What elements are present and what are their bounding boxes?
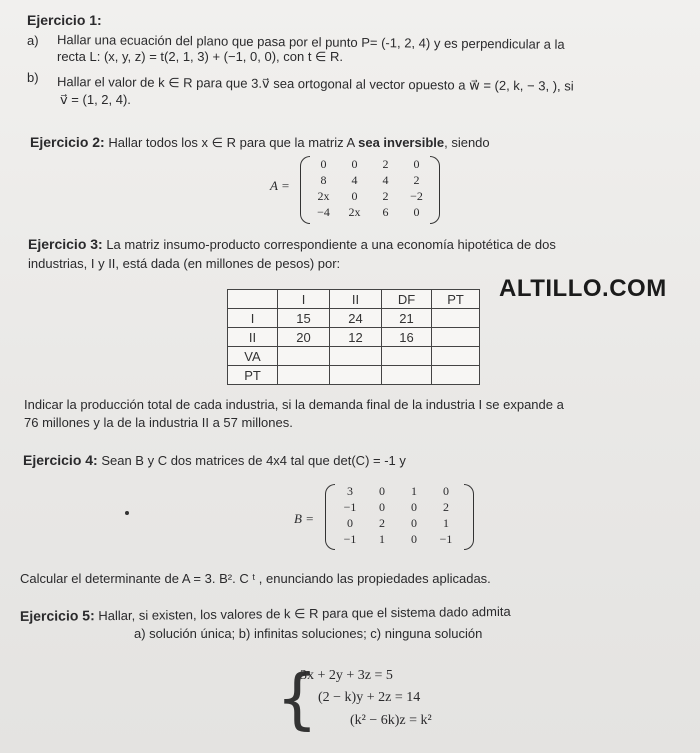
ej2-matrix-cell: 4 — [351, 173, 358, 187]
ej3-line2: industrias, I y II, está dada (en millones de pesos) por: — [28, 256, 341, 271]
system-brace: { — [276, 660, 318, 737]
io-table-cell — [432, 347, 480, 366]
io-table-cell — [278, 366, 330, 385]
io-table-cell: VA — [228, 347, 278, 366]
io-table-row — [228, 328, 480, 347]
io-table-cell — [330, 366, 382, 385]
ej1-b-line1: Hallar el valor de k ∈ R para que 3.v⃗ sea ortogonal al vector opuesto a w⃗ = (2, k, − 3, ), si — [56, 74, 574, 94]
ej4-matrix-cell: 1 — [411, 484, 417, 498]
io-table-row — [228, 347, 480, 366]
ej5-statement — [20, 603, 511, 625]
ej5-line1: Hallar, si existen, los valores de k ∈ R para que el sistema dado admita — [98, 603, 511, 624]
ej4-matrix-label: B = — [294, 511, 314, 526]
ej3-line1: La matriz insumo-producto correspondiente a una economía hipotética de dos — [106, 237, 556, 252]
ej1-b-label: b) — [27, 70, 39, 85]
io-table-row — [228, 366, 480, 385]
ej1-title: Ejercicio 1: — [27, 12, 102, 28]
ej5-eq3: (k² − 6k)z = k² — [350, 713, 432, 728]
io-table-cell — [330, 347, 382, 366]
io-table-cell: PT — [228, 366, 278, 385]
ej4-matrix-cell: 0 — [379, 500, 385, 514]
ej4-title: Ejercicio 4: — [23, 452, 98, 468]
io-table-cell: 12 — [330, 328, 382, 347]
ej2-matrix-cell: 0 — [351, 157, 358, 171]
io-table-cell: 24 — [330, 309, 382, 328]
ej5-options: a) solución única; b) infinitas soluciones; c) ninguna solución — [134, 626, 483, 641]
io-table-cell — [432, 328, 480, 347]
ej2-matrix-cell: 0 — [413, 157, 420, 171]
ej4-matrix-cell: −1 — [343, 532, 357, 546]
ej4-matrix-cell: −1 — [343, 500, 357, 514]
ej4-matrix-cell: 1 — [379, 532, 385, 546]
ej3-line3: Indicar la producción total de cada industria, si la demanda final de la industria I se expande a — [24, 397, 564, 412]
ej5-eq1: 3x + 2y + 3z = 5 — [300, 668, 393, 683]
io-table-row — [228, 309, 480, 328]
ej3-line1-wrap — [28, 236, 556, 253]
io-table-cell: 16 — [382, 328, 432, 347]
ej4-matrix-cell: 3 — [347, 484, 353, 498]
ej2-matrix-cell: 6 — [382, 205, 389, 219]
io-table-cell: 20 — [278, 328, 330, 347]
ej2-matrix-cell: 0 — [351, 189, 358, 203]
io-table-cell: II — [228, 328, 278, 347]
ej4-matrix-cell: 0 — [347, 516, 353, 530]
io-table-cell — [278, 347, 330, 366]
ej2-text-a: Hallar todos los x ∈ R para que la matriz A — [108, 135, 359, 150]
ej1-a-label: a) — [27, 33, 39, 48]
io-table-cell — [382, 347, 432, 366]
ej2-matrix-cell: 2 — [382, 157, 389, 171]
ej2-matrix-cell: −2 — [410, 189, 423, 203]
io-table-cell: DF — [382, 290, 432, 309]
ej4-text: Sean B y C dos matrices de 4x4 tal que det(C) = -1 y — [101, 453, 406, 468]
ej5-eq2: (2 − k)y + 2z = 14 — [318, 690, 421, 705]
io-table-cell: 15 — [278, 309, 330, 328]
ej5-title: Ejercicio 5: — [19, 607, 95, 624]
ej2-text-b: , siendo — [444, 135, 490, 150]
ej4-matrix-cell: 0 — [379, 484, 385, 498]
ej2-title: Ejercicio 2: — [30, 134, 105, 150]
ej4-matrix-cell: 0 — [411, 532, 417, 546]
ink-dot — [125, 511, 129, 515]
ej4-matrix-cell: −1 — [439, 532, 453, 546]
io-table-cell — [382, 366, 432, 385]
ej2-matrix-cell: 2x — [348, 205, 361, 219]
ej4-line2: Calcular el determinante de A = 3. B². C ᵗ , enunciando las propiedades aplicadas. — [20, 571, 491, 586]
ej3-title: Ejercicio 3: — [28, 236, 103, 252]
ej4-matrix-right-paren — [464, 484, 474, 550]
ej4-matrix-cell: 0 — [411, 516, 417, 530]
ej2-matrix-cell: 2 — [413, 173, 420, 187]
io-table-cell — [228, 290, 278, 309]
ej4-statement — [23, 452, 406, 469]
io-table-cell: I — [278, 290, 330, 309]
ej4-matrix-cell: 1 — [443, 516, 449, 530]
ej2-matrix-cell: 0 — [413, 205, 420, 219]
io-table-cell: I — [228, 309, 278, 328]
ej2-text-bold: sea inversible — [358, 135, 445, 150]
ej2-matrix-cell: 2 — [382, 189, 389, 203]
ej2-matrix-cell: 0 — [320, 157, 327, 171]
io-table-cell — [432, 366, 480, 385]
io-table-cell — [432, 309, 480, 328]
ej1-a-line1: Hallar una ecuación del plano que pasa por el punto P= (-1, 2, 4) y es perpendicular a la — [56, 32, 565, 52]
ej2-statement — [30, 134, 490, 151]
ej2-matrix-cell: 2x — [317, 189, 330, 203]
ej2-matrix-cell: 4 — [382, 173, 389, 187]
ej2-matrix-label: A = — [270, 178, 290, 193]
io-table-cell: 21 — [382, 309, 432, 328]
io-table-header — [228, 290, 480, 309]
ej4-matrix-cell: 2 — [379, 516, 385, 530]
ej1-b-line2: v⃗ = (1, 2, 4). — [60, 92, 131, 107]
io-table-cell: II — [330, 290, 382, 309]
ej2-matrix-cell: −4 — [317, 205, 330, 219]
ej4-matrix-cell: 0 — [411, 500, 417, 514]
io-table — [227, 289, 480, 385]
watermark-logo: ALTILLO.COM — [499, 275, 667, 302]
ej4-matrix-cell: 0 — [443, 484, 449, 498]
io-table-cell: PT — [432, 290, 480, 309]
ej3-line4: 76 millones y la de la industria II a 57 millones. — [24, 415, 293, 430]
ej4-matrix-cell: 2 — [443, 500, 449, 514]
ej1-a-line2: recta L: (x, y, z) = t(2, 1, 3) + (−1, 0, 0), con t ∈ R. — [57, 49, 343, 64]
ej2-matrix-cell: 8 — [320, 173, 327, 187]
